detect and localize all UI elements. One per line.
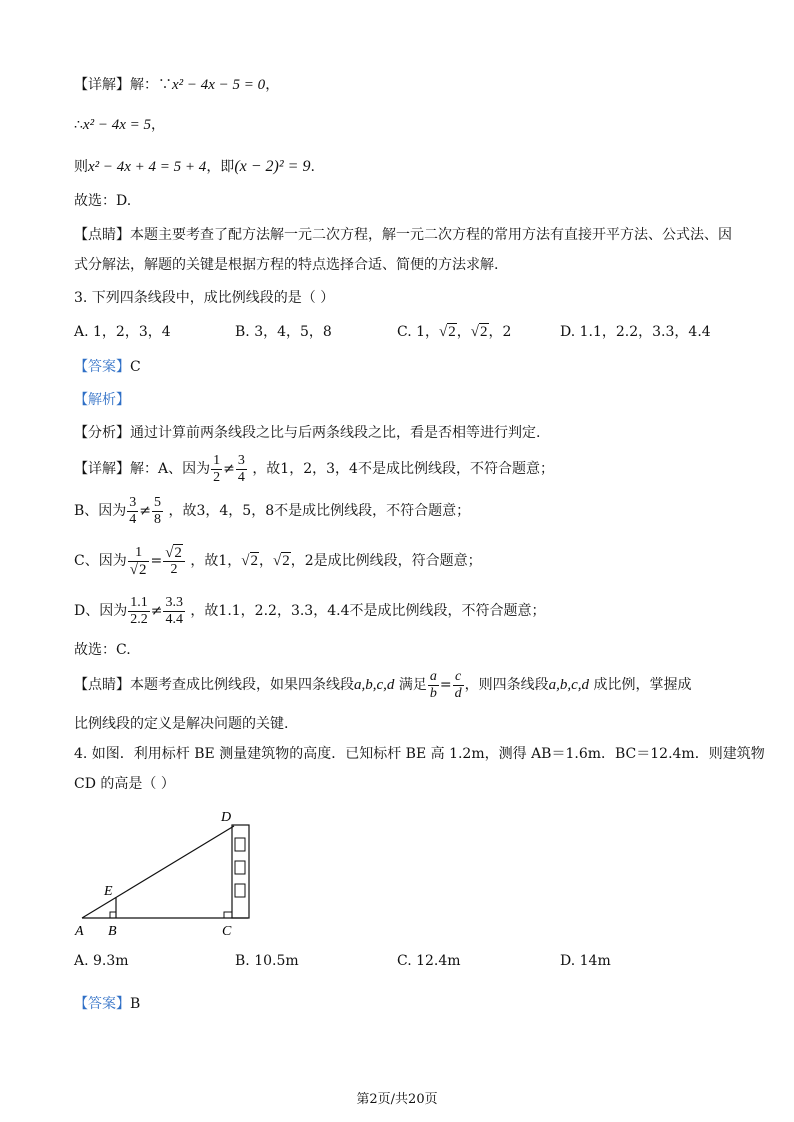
answer-tag: 【答案】 — [74, 996, 130, 1012]
answer-value: B — [130, 996, 141, 1012]
question4-option-b: B. 10.5m — [235, 953, 299, 969]
text: ，即 — [206, 159, 235, 175]
punctuation: ， — [150, 117, 165, 133]
equation: x² − 4x = 5 — [82, 117, 151, 133]
solution2-line1-prefix: 【详解】解：∵ — [74, 77, 172, 93]
variables: a,b,c,d — [354, 677, 395, 693]
numerator: 3.3 — [165, 594, 183, 610]
radicand: 2 — [250, 553, 259, 569]
separator: ， — [456, 324, 471, 340]
text: 成比例，掌握成 — [593, 677, 692, 693]
question4-option-a: A. 9.3m — [74, 953, 129, 969]
page-footer: 第2页/共20页 — [356, 1092, 438, 1107]
sqrt: √2 — [470, 324, 488, 340]
question4-option-c: C. 12.4m — [397, 953, 461, 969]
text: ，故3，4，5，8不是成比例线段，不符合题意； — [168, 503, 471, 519]
numerator: 1 — [213, 452, 221, 468]
answer-value: C — [130, 359, 141, 375]
text: D、因为 — [74, 603, 128, 619]
option-c-prefix: C. 1， — [397, 324, 440, 340]
radicand: 2 — [138, 561, 147, 578]
punctuation: ， — [265, 77, 280, 93]
label-a: A — [75, 924, 84, 939]
question4-stem-line1: 4. 如图．利用标杆 BE 测量建筑物的高度．已知标杆 BE 高 1.2m，测得 AB＝1.6m．BC＝12.4m．则建筑物 — [74, 746, 765, 762]
numerator: c — [453, 669, 464, 686]
denominator: √2 — [129, 561, 147, 578]
denominator: 8 — [154, 511, 162, 527]
question3-analysis-tag: 【解析】 — [74, 392, 130, 408]
denominator: 4.4 — [165, 611, 183, 627]
operator: ≠ — [223, 461, 235, 477]
numerator: 3 — [129, 494, 137, 510]
solution2-answer-line: 故选：D. — [74, 193, 132, 209]
question3-choose: 故选：C. — [74, 642, 131, 658]
label-c: C — [222, 924, 232, 939]
question3-option-b: B. 3，4，5，8 — [235, 324, 332, 340]
denominator: d — [454, 685, 462, 701]
numerator: a — [429, 668, 437, 684]
numerator: 3 — [237, 452, 245, 468]
answer-tag: 【答案】 — [74, 359, 130, 375]
label-d: D — [221, 810, 232, 825]
solution2-comment-line1: 【点睛】本题主要考查了配方法解一元二次方程，解一元二次方程的常用方法有直接开平方法、公式法、因 — [74, 227, 732, 243]
question3-option-a: A. 1，2，3，4 — [74, 324, 171, 340]
right-angle-mark-b — [110, 912, 116, 918]
question4-option-d: D. 14m — [560, 953, 611, 969]
equation: x² − 4x + 4 = 5 + 4 — [88, 159, 207, 175]
question3-comment-line2: 比例线段的定义是解决问题的关键. — [74, 716, 289, 732]
therefore-symbol: ∴ — [74, 117, 83, 133]
numerator: √2 — [163, 545, 185, 562]
numerator: 1.1 — [130, 594, 148, 610]
operator: ≠ — [139, 503, 152, 519]
question3-analysis-line: 【分析】通过计算前两条线段之比与后两条线段之比，看是否相等进行判定. — [74, 425, 541, 441]
text: B、因为 — [74, 503, 127, 519]
question4-answer — [74, 994, 140, 1014]
text: ，故1.1，2.2，3.3，4.4不是成比例线段，不符合题意； — [190, 603, 546, 619]
radicand: 2 — [448, 324, 456, 340]
denominator: 2 — [170, 561, 178, 577]
operator: = — [439, 677, 452, 693]
label-e: E — [104, 884, 113, 899]
text: 则 — [74, 159, 88, 175]
text: 【详解】解：A、因为 — [74, 461, 211, 477]
text: ，则四条线段 — [464, 677, 549, 693]
building-window — [235, 861, 245, 874]
variables: a,b,c,d — [548, 677, 590, 693]
text: ，2是成比例线段，符合题意； — [290, 553, 482, 569]
building-window — [235, 838, 245, 851]
equation: x² − 4x − 5 = 0 — [172, 77, 266, 93]
radicand: 2 — [282, 553, 290, 569]
hypotenuse-line — [82, 826, 234, 918]
denominator: 2 — [213, 469, 221, 485]
text: 满足 — [398, 677, 427, 693]
numerator: 5 — [154, 494, 162, 510]
punctuation: . — [310, 159, 315, 175]
radicand: 2 — [480, 324, 488, 340]
separator: ， — [259, 553, 274, 569]
option-c-suffix: ，2 — [488, 324, 512, 340]
question4-stem-line2: CD 的高是（ ） — [74, 776, 175, 792]
right-angle-mark-c — [224, 912, 232, 918]
denominator: 4 — [129, 511, 137, 527]
operator: = — [150, 553, 163, 569]
solution2-comment-line2: 式分解法，解题的关键是根据方程的特点选择合适、简便的方法求解. — [74, 257, 499, 273]
sqrt: √2 — [241, 553, 259, 569]
denominator: 2.2 — [130, 611, 148, 627]
building-window — [235, 884, 245, 897]
denominator: 4 — [237, 469, 245, 485]
label-b: B — [108, 924, 117, 939]
operator: ≠ — [150, 603, 163, 619]
text: 【点睛】本题考查成比例线段，如果四条线段 — [74, 677, 354, 693]
radicand: 2 — [174, 544, 182, 561]
denominator: b — [429, 685, 437, 701]
text: ，故1，2，3，4不是成比例线段，不符合题意； — [252, 461, 554, 477]
question3-option-d: D. 1.1，2.2，3.3，4.4 — [560, 324, 711, 340]
sqrt: √2 — [439, 324, 456, 340]
text: ，故1， — [190, 553, 242, 569]
sqrt: √2 — [273, 553, 290, 569]
numerator: 1 — [128, 545, 150, 562]
text: C、因为 — [74, 553, 127, 569]
question3-stem: 3. 下列四条线段中，成比例线段的是（ ） — [74, 290, 335, 306]
equation: (x − 2)² = 9 — [234, 158, 311, 175]
